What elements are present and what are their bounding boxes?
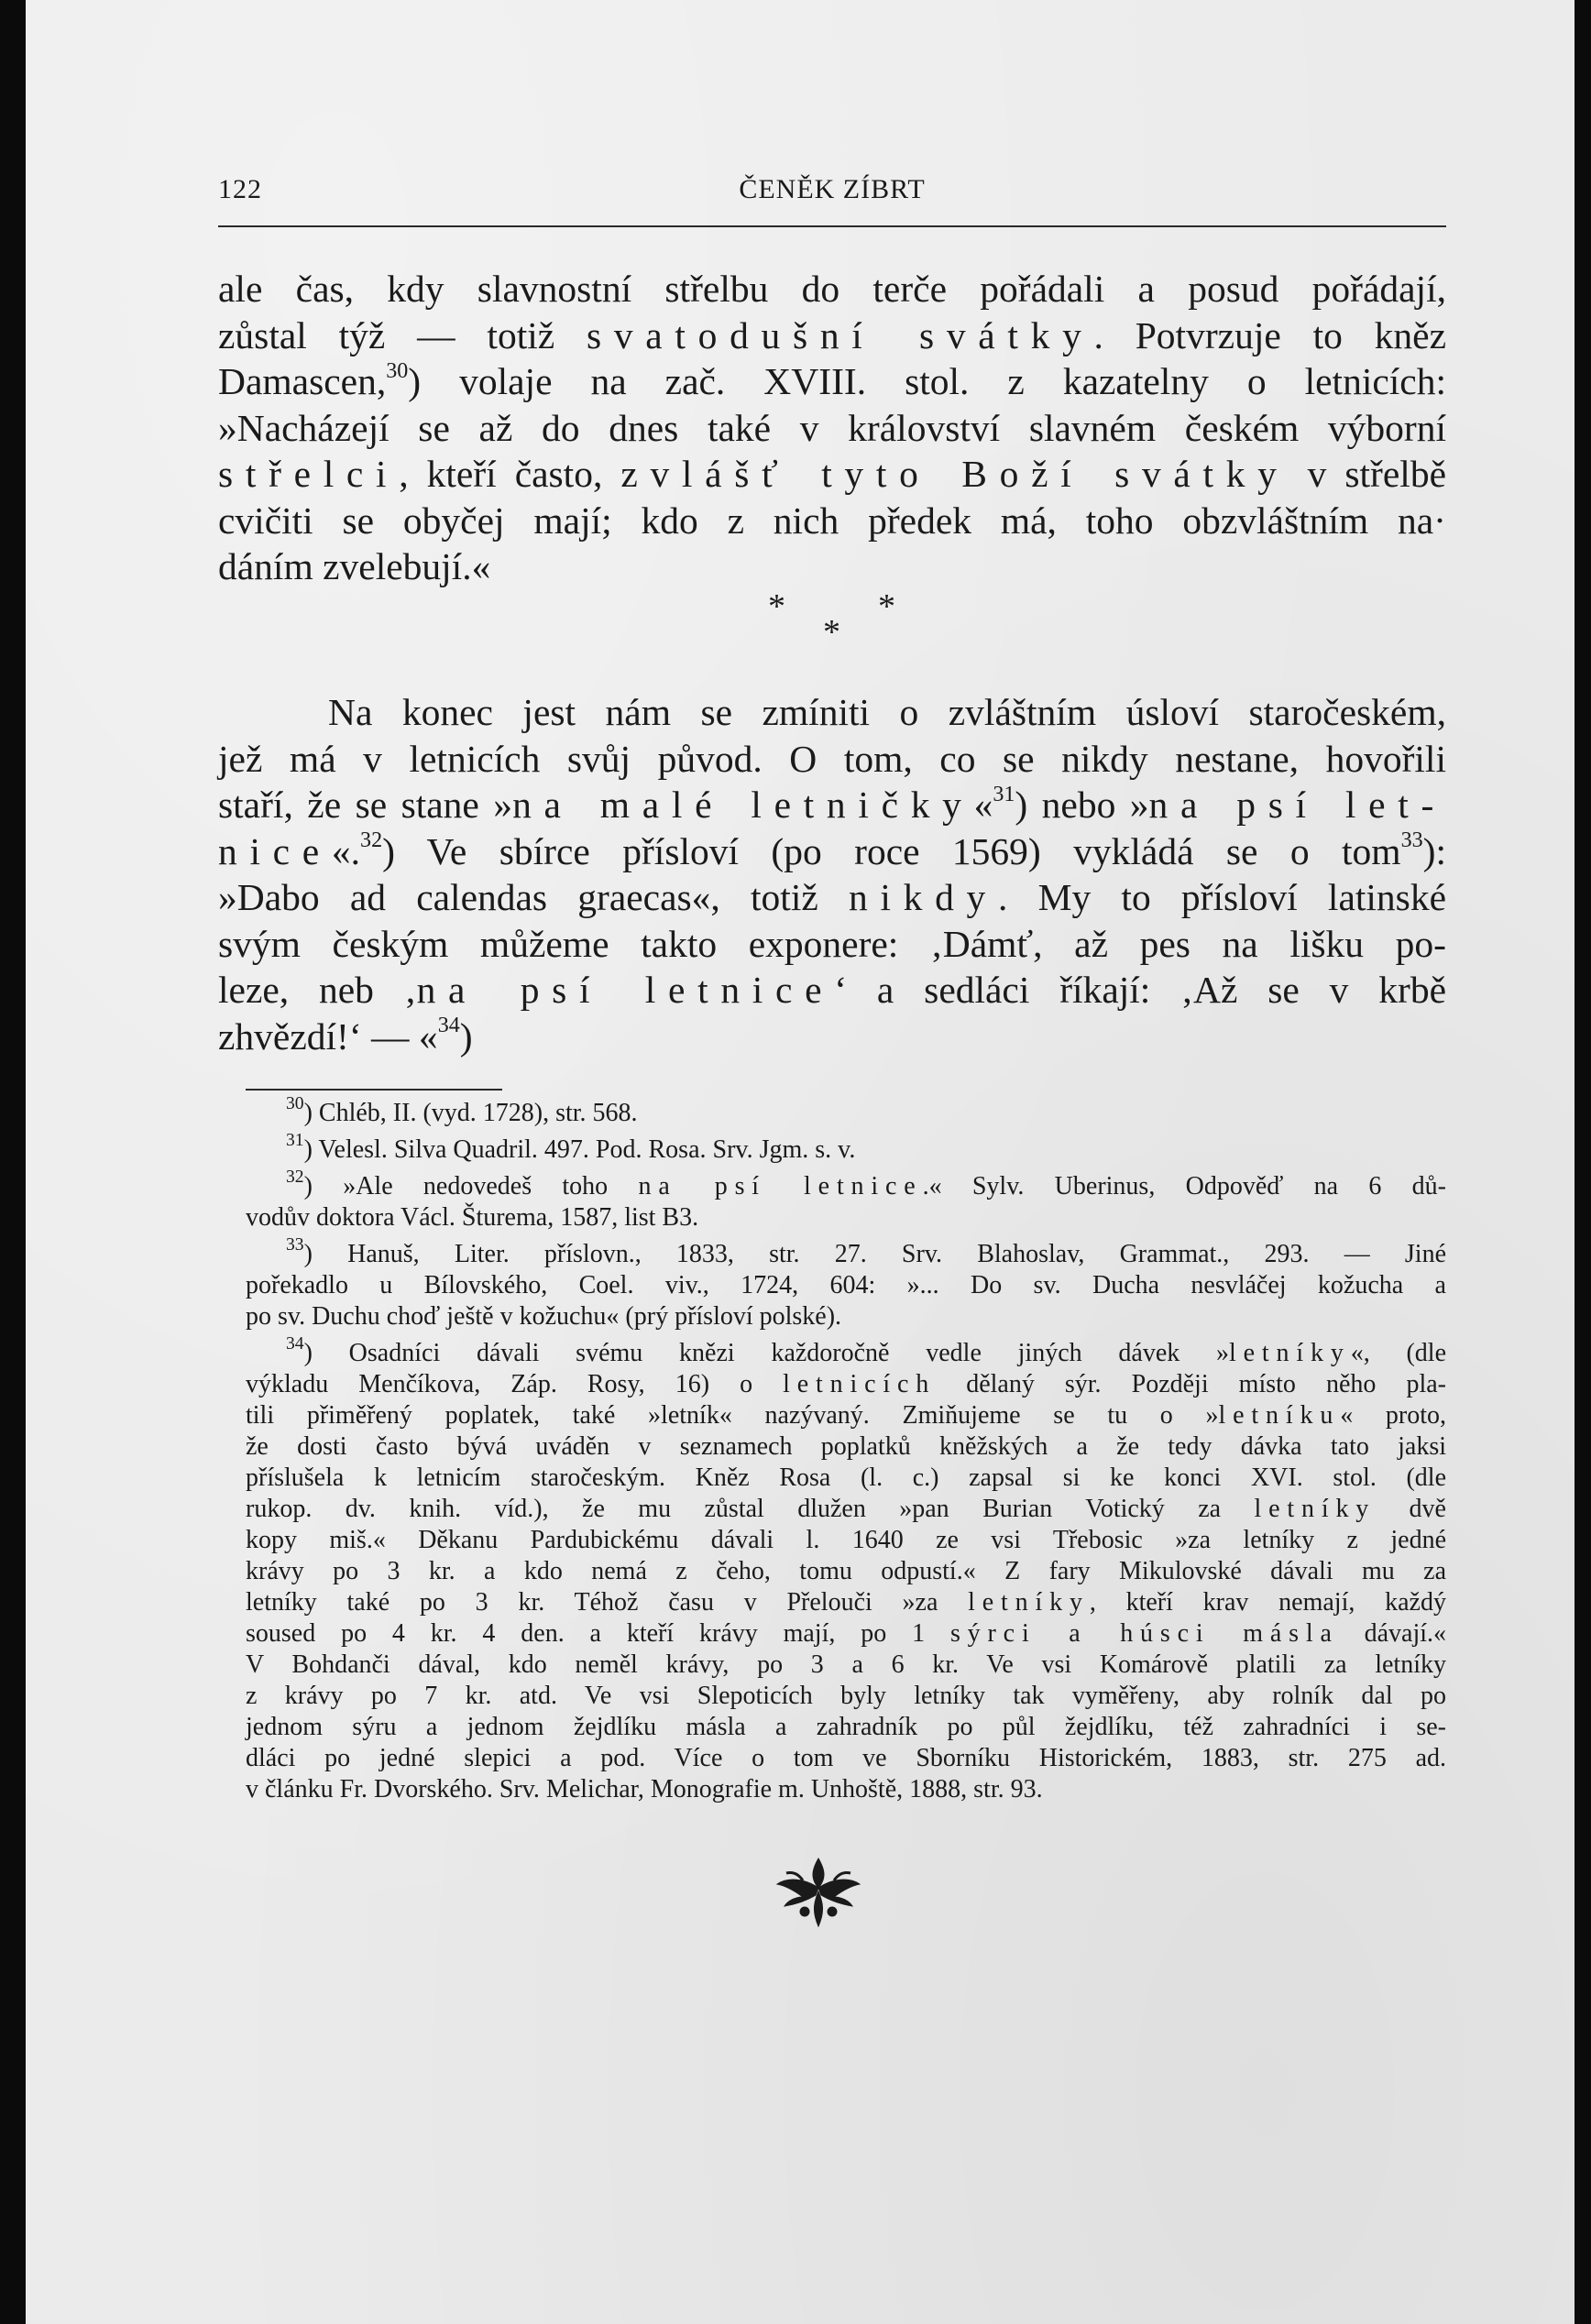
footnote-ref: 30 (386, 358, 409, 383)
text-line: vodův doktora Václ. Šturema, 1587, list B3. (246, 1203, 699, 1232)
text-line: kopy miš.« Děkanu Pardubickému dávali l. 1640 ze vsi Třebosic »za letníky z jedné (246, 1526, 1446, 1554)
header-rule (218, 225, 1446, 227)
spaced-emphasis: zvlášť tyto Boží svátky (620, 453, 1289, 495)
text-line: $^{31}$) Velesl. Silva Quadril. 497. Pod. Rosa. Srv. Jgm. s. v. (286, 1130, 856, 1164)
spaced-emphasis: nikdy (848, 876, 998, 918)
text-line: dáním zvelebují.« (218, 545, 491, 587)
asterisk: * (878, 587, 895, 626)
asterisk: * (823, 613, 840, 652)
book-page (26, 0, 1575, 2324)
text-line: svým českým můžeme takto exponere: ‚Dámť, až pes na lišku po- (218, 922, 1446, 965)
spaced-emphasis: letníky (1229, 1339, 1351, 1367)
footnote-ref: 31 (993, 782, 1015, 806)
paragraph-1 (218, 266, 1446, 590)
page-number: 122 (218, 174, 262, 204)
footnote-34 (246, 1333, 1447, 1805)
text-line: V Bohdanči dával, kdo neměl krávy, po 3 a 6 kr. Ve vsi Komárově platili za letníky (246, 1650, 1446, 1679)
paragraph-2 (218, 689, 1446, 1059)
text-line: letníky také po 3 kr. Téhož času v Přelouči »za letníky, kteří krav nemají, každý (246, 1588, 1446, 1617)
text-line: leze, neb ‚na psí letnice‘ a sedláci říkají: ‚Až se v krbě (218, 969, 1446, 1011)
footnote-33 (246, 1234, 1446, 1332)
text-line: pořekadlo u Bílovského, Coel. viv., 1724, 604: »... Do sv. Ducha nesvláčej kožucha a (246, 1271, 1446, 1299)
asterisk: * (768, 587, 785, 626)
spaced-emphasis: na malé letničky (512, 784, 974, 826)
footnotes (246, 1093, 1447, 1805)
text-line: po sv. Duchu choď ještě v kožuchu« (prý přísloví polské). (246, 1302, 842, 1331)
text-line: tili přiměřený poplatek, také »letník« nazývaný. Zmiňujeme se tu o »letníku« proto, (246, 1401, 1446, 1430)
page-header (218, 174, 1446, 214)
text-line: »Dabo ad calendas graecas«, totiž nikdy. My to přísloví latinské (218, 876, 1446, 918)
text-line: $^{33}$) Hanuš, Liter. příslovn., 1833, str. 27. Srv. Blahoslav, Grammat., 293. — Jiné (286, 1234, 1446, 1268)
spaced-emphasis: svatodušní svátky (587, 313, 1094, 356)
text-line: $^{30}$) Chléb, II. (vyd. 1728), str. 568. (286, 1093, 638, 1127)
text-line: výkladu Menčíkova, Záp. Rosy, 16) o letnicích dělaný sýr. Později místo něho pla- (246, 1370, 1446, 1398)
spaced-emphasis: letníku (1218, 1401, 1341, 1430)
text-line: z krávy po 7 kr. atd. Ve vsi Slepoticích byly letníky tak vyměřeny, aby rolník dal po (246, 1682, 1446, 1710)
spaced-emphasis: střelci (218, 453, 400, 495)
spaced-emphasis: na psí let- (1148, 784, 1446, 826)
footnote-31 (246, 1130, 1446, 1166)
text-line: Damascen,$^{30}$) volaje na zač. XVIII. stol. z kazatelny o letnicích: (218, 358, 1446, 402)
text-line: $^{34}$) Osadníci dávali svému knězi každoročně vedle jiných dávek »letníky«, (dle (286, 1333, 1447, 1367)
text-line: jednom sýru a jednom žejdlíku másla a zahradník po půl žejdlíku, též zahradníci i se- (246, 1713, 1446, 1741)
text-line: dláci po jedné slepici a pod. Více o tom ve Sborníku Historickém, 1883, str. 275 ad. (246, 1744, 1446, 1772)
footnote-30 (246, 1093, 1446, 1129)
text-line: nice«.$^{32}$) Ve sbírce přísloví (po roce 1569) vykládá se o tom$^{33}$): (218, 828, 1446, 872)
spaced-emphasis: letníky (968, 1588, 1090, 1617)
text-line: zůstal týž — totiž svatodušní svátky. Potvrzuje to kněz (218, 313, 1447, 356)
text-line: $^{32}$) »Ale nedovedeš toho na psí letnice.« Sylv. Uberinus, Odpověď na 6 dů- (286, 1167, 1446, 1200)
spaced-emphasis: na psí letnice (638, 1172, 923, 1200)
text-line: krávy po 3 kr. a kdo nemá z čeho, tomu odpustí.« Z fary Mikulovské dávali mu za (246, 1557, 1446, 1585)
fleuron-icon (768, 1851, 869, 1934)
footnote-32 (246, 1167, 1446, 1233)
text-line: v článku Fr. Dvorského. Srv. Melichar, Monografie m. Unhoště, 1888, str. 93. (246, 1775, 1043, 1803)
footnote-ref: 32 (360, 828, 383, 853)
text-line: rukop. dv. knih. víd.), že mu zůstal dlužen »pan Burian Votický za letníky dvě (246, 1495, 1446, 1523)
text-line: jež má v letnicích svůj původ. O tom, co se nikdy nestane, hovořili (218, 737, 1446, 780)
spaced-emphasis: letnicích (783, 1370, 937, 1398)
running-title: ČENĚK ZÍBRT (739, 174, 926, 204)
text-line: střelci, kteří často, zvlášť tyto Boží svátky v střelbě (218, 453, 1446, 495)
text-line: »Nacházejí se až do dnes také v království slavném českém výborní (218, 406, 1446, 449)
text-line: Na konec jest nám se zmíniti o zvláštním úsloví staročeském, (328, 691, 1446, 733)
spaced-emphasis: na psí letnice (416, 969, 835, 1011)
footnote-rule (246, 1089, 502, 1091)
text-line: ale čas, kdy slavnostní střelbu do terče pořádali a posud pořádají, (218, 268, 1446, 310)
footnote-ref: 33 (1400, 828, 1423, 853)
text-line: soused po 4 kr. 4 den. a kteří krávy mají, po 1 sýrci a húsci másla dávají.« (246, 1619, 1447, 1648)
footnote-ref: 34 (437, 1014, 460, 1038)
text-line: příslušela k letnicím staročeským. Kněz Rosa (l. c.) zapsal si ke konci XVI. stol. (dle (246, 1463, 1446, 1492)
text-line: že dosti často bývá uváděn v seznamech poplatků kněžských a že tedy dávka tato jaksi (246, 1432, 1446, 1461)
spaced-emphasis: sýrci a húsci másla (949, 1619, 1339, 1648)
spaced-emphasis: nice (218, 829, 332, 872)
text-line: staří, že se stane »na malé letničky«$^{31}$) nebo »na psí let- (218, 782, 1446, 826)
text-line: zhvězdí!‘ — «$^{34}$) (218, 1014, 473, 1058)
spaced-emphasis: letníky (1254, 1495, 1377, 1523)
tailpiece-ornament (768, 1851, 869, 1934)
text-line: cvičiti se obyčej mají; kdo z nich předek má, toho obzvláštním na· (218, 499, 1446, 542)
section-separator (722, 586, 942, 660)
